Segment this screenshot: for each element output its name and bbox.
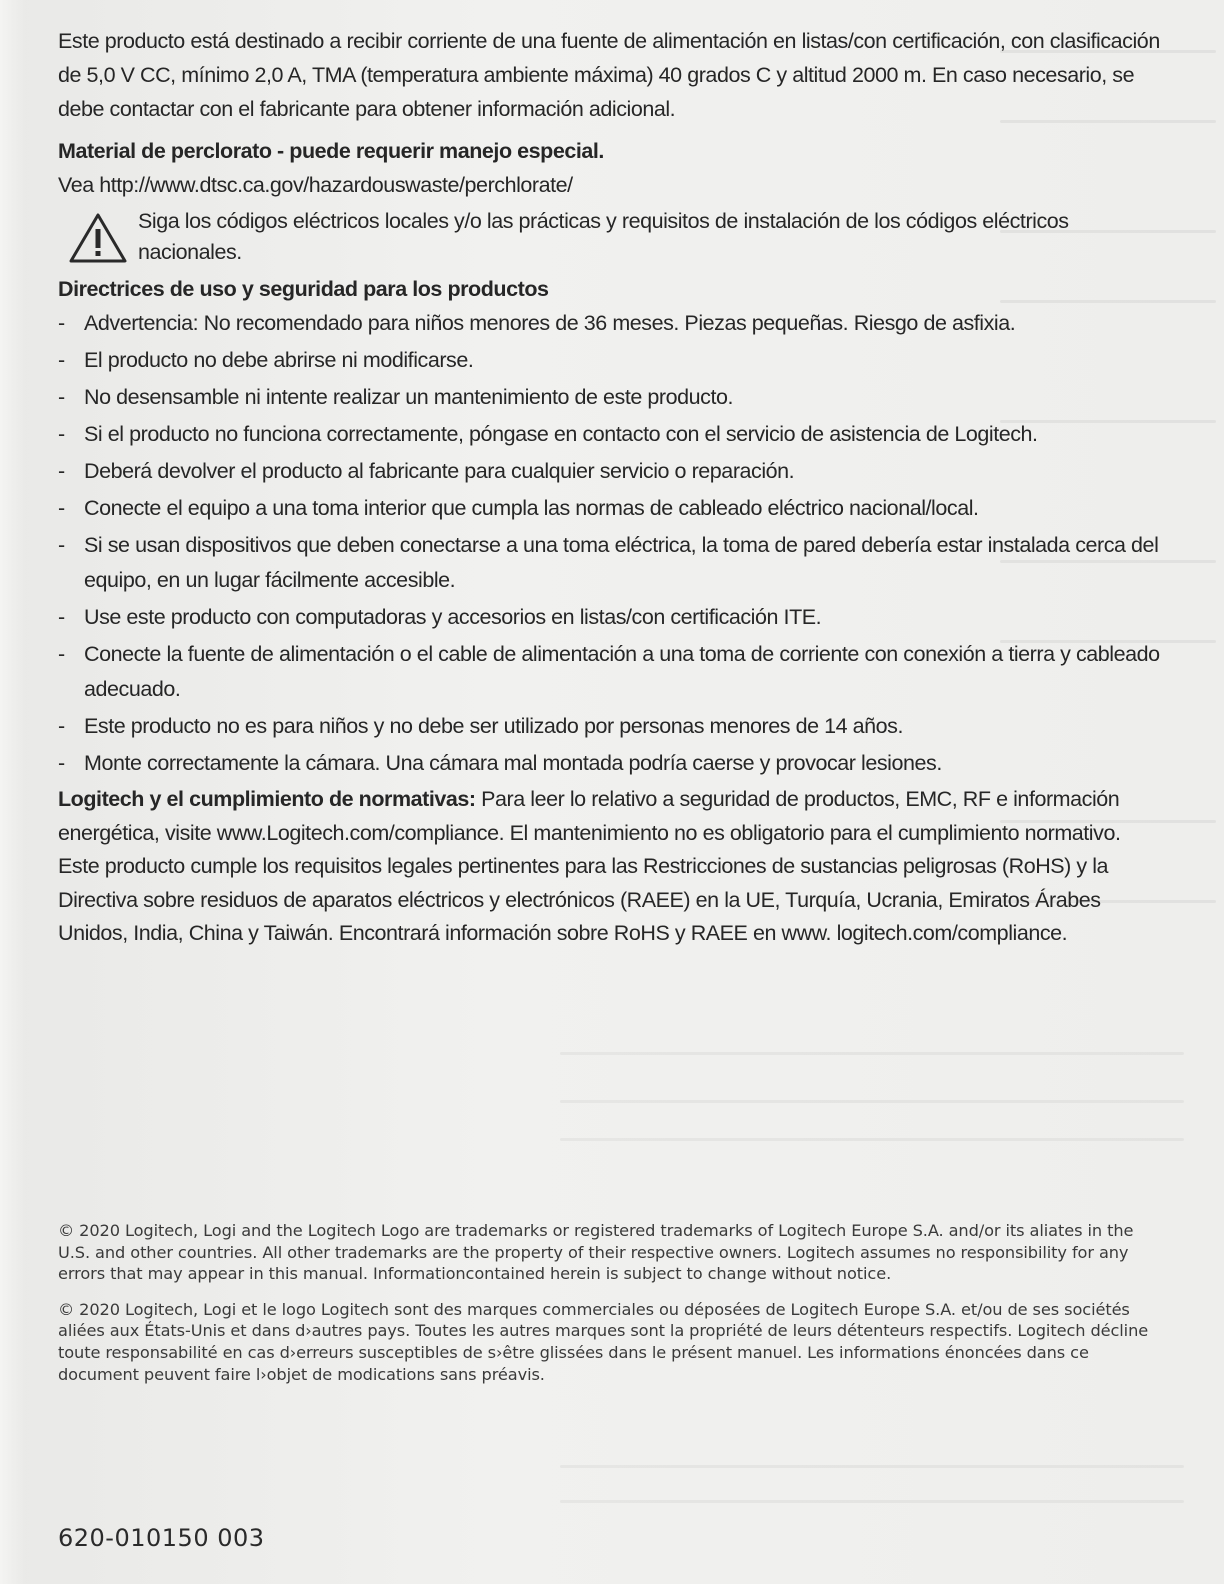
list-item: - Conecte el equipo a una toma interior que cumpla las normas de cableado eléctrico nacional/local. [58,496,979,520]
bleed-through [560,1052,1184,1055]
list-item: - Use este producto con computadoras y accesorios en listas/con certificación ITE. [58,605,822,629]
perchlorate-heading: Material de perclorato - puede requerir manejo especial. [58,139,604,163]
compliance-paragraph [58,783,1168,850]
guidelines-heading: Directrices de uso y seguridad para los productos [58,277,549,301]
electrical-code-warning [58,206,1168,268]
guidelines-list [58,306,1168,781]
list-item: - Si se usan dispositivos que deben conectarse a una toma eléctrica, la toma de pared debería estar instalada cerca del equipo, en un lugar fácilmente accesible. [58,533,1159,592]
warning-text: Siga los códigos eléctricos locales y/o las prácticas y requisitos de instalación de los códigos eléctricos nacionales. [138,209,1069,264]
list-item: - Monte correctamente la cámara. Una cámara mal montada podría caerse y provocar lesiones. [58,751,942,775]
page-edge [0,0,26,1584]
bleed-through [560,1100,1184,1103]
main-content [58,24,1168,951]
list-item: - Conecte la fuente de alimentación o el cable de alimentación a una toma de corriente con conexión a tierra y cableado adecuado. [58,642,1160,701]
list-item: - Este producto no es para niños y no debe ser utilizado por personas menores de 14 años. [58,714,904,738]
list-item: - Advertencia: No recomendado para niños menores de 36 meses. Piezas pequeñas. Riesgo de asfixia. [58,311,1016,335]
bleed-through [560,1500,1184,1503]
legal-notice-english: © 2020 Logitech, Logi and the Logitech Logo are trademarks or registered trademarks of Logitech Europe S.A. and/or its aliates in the U.S. and other countries. All other trademarks are the property of their respective owners. Logitech assumes no responsibility for any errors that may appear in this manual. Informationcontained herein is subject to change without notice. [58,1221,1134,1284]
bleed-through [560,1465,1184,1468]
bleed-through [560,1138,1184,1141]
list-item: - El producto no debe abrirse ni modificarse. [58,348,474,372]
perchlorate-url: Vea http://www.dtsc.ca.gov/hazardouswaste/perchlorate/ [58,173,573,197]
rohs-paragraph: Este producto cumple los requisitos legales pertinentes para las Restricciones de sustancias peligrosas (RoHS) y la Directiva sobre residuos de aparatos eléctricos y electrónicos (RAEE) en la UE, Turquía, Ucrania, Emiratos Árabes Unidos, India, China y Taiwán. Encontrará información sobre RoHS y RAEE en www. logitech.com/compliance. [58,854,1109,945]
list-item: - No desensamble ni intente realizar un mantenimiento de este producto. [58,385,733,409]
compliance-text: Para leer lo relativo a seguridad de productos, EMC, RF e información energética, visite www.Logitech.com/compliance. El mantenimiento no es obligatorio para el cumplimiento normativo. [58,787,1121,845]
legal-notice-french: © 2020 Logitech, Logi et le logo Logitech sont des marques commerciales ou déposées de Logitech Europe S.A. et/ou de ses sociétés aliées aux États-Unis et dans d›autres pays. Toutes les autres marques sont la propriété de leurs détenteurs respectifs. Logitech décline toute responsabilité en cas d›erreurs susceptibles de s›être glissées dans le présent manuel. Les informations énoncées dans ce document peuvent faire l›objet de modications sans préavis. [58,1299,1149,1384]
legal-notices [58,1220,1168,1399]
list-item: - Si el producto no funciona correctamente, póngase en contacto con el servicio de asistencia de Logitech. [58,422,1038,446]
warning-triangle-icon [58,212,138,264]
part-number: 620-010150 003 [58,1524,265,1552]
power-supply-paragraph: Este producto está destinado a recibir corriente de una fuente de alimentación en listas/con certificación, con clasificación de 5,0 V CC, mínimo 2,0 A, TMA (temperatura ambiente máxima) 40 grados C y altitud 2000 m. En caso necesario, se debe contactar con el fabricante para obtener información adicional. [58,29,1160,121]
compliance-label: Logitech y el cumplimiento de normativas: [58,787,476,811]
list-item: - Deberá devolver el producto al fabricante para cualquier servicio o reparación. [58,459,795,483]
